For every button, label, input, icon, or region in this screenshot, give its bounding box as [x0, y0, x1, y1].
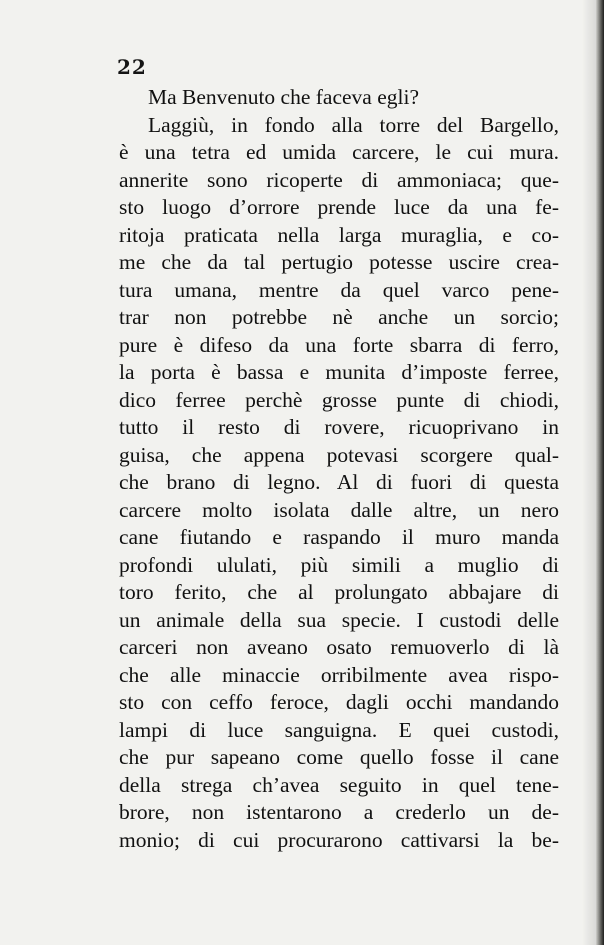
text-line: Ma Benvenuto che faceva egli? [148, 85, 420, 109]
text-line: che brano di legno. Al di fuori di questa [119, 470, 559, 494]
text-line: la porta è bassa e munita d’imposte ferree, [119, 360, 559, 384]
text-line: lampi di luce sanguigna. E quei custodi, [119, 717, 559, 742]
text-line: toro ferito, che al prolungato abbajare di [119, 580, 559, 604]
text-line: che alle minaccie orribilmente avea rispo- [119, 662, 559, 687]
text-line: un animale della sua specie. I custodi delle [119, 607, 559, 632]
text-line: guisa, che appena potevasi scorgere qual- [119, 442, 559, 467]
text-line: della strega ch’avea seguito in quel tene- [119, 772, 559, 797]
text-line: annerite sono ricoperte di ammoniaca; que- [119, 167, 559, 192]
text-line: me che da tal pertugio potesse uscire crea- [119, 250, 559, 274]
text-line: è una tetra ed umida carcere, le cui mura. [119, 140, 559, 164]
text-line: carceri non aveano osato remuoverlo di là [119, 635, 559, 659]
text-line: brore, non istentarono a crederlo un de- [119, 800, 559, 824]
text-line: tura umana, mentre da quel varco pene- [119, 277, 559, 302]
text-line: carcere molto isolata dalle altre, un nero [119, 497, 559, 522]
text-line: sto con ceffo feroce, dagli occhi mandando [119, 690, 559, 714]
page-number: 22 [117, 55, 147, 79]
text-line: trar non potrebbe nè anche un sorcio; [119, 305, 559, 329]
text-line: Laggiù, in fondo alla torre del Bargello, [148, 112, 559, 137]
text-line: sto luogo d’orrore prende luce da una fe- [119, 195, 559, 219]
text-line: pure è difeso da una forte sbarra di ferro, [119, 332, 559, 357]
page-gutter-shadow [582, 0, 596, 945]
text-line: ritoja praticata nella larga muraglia, e co- [119, 222, 559, 247]
page-text [119, 84, 559, 854]
text-line: tutto il resto di rovere, ricuoprivano in [119, 415, 559, 439]
page-edge [596, 0, 604, 945]
text-line: monio; di cui procurarono cattivarsi la be- [119, 827, 559, 852]
text-line: cane fiutando e raspando il muro manda [119, 525, 559, 549]
text-line: dico ferree perchè grosse punte di chiodi, [119, 387, 559, 412]
text-line: profondi ululati, più simili a muglio di [119, 552, 559, 577]
text-line: che pur sapeano come quello fosse il cane [119, 745, 559, 769]
